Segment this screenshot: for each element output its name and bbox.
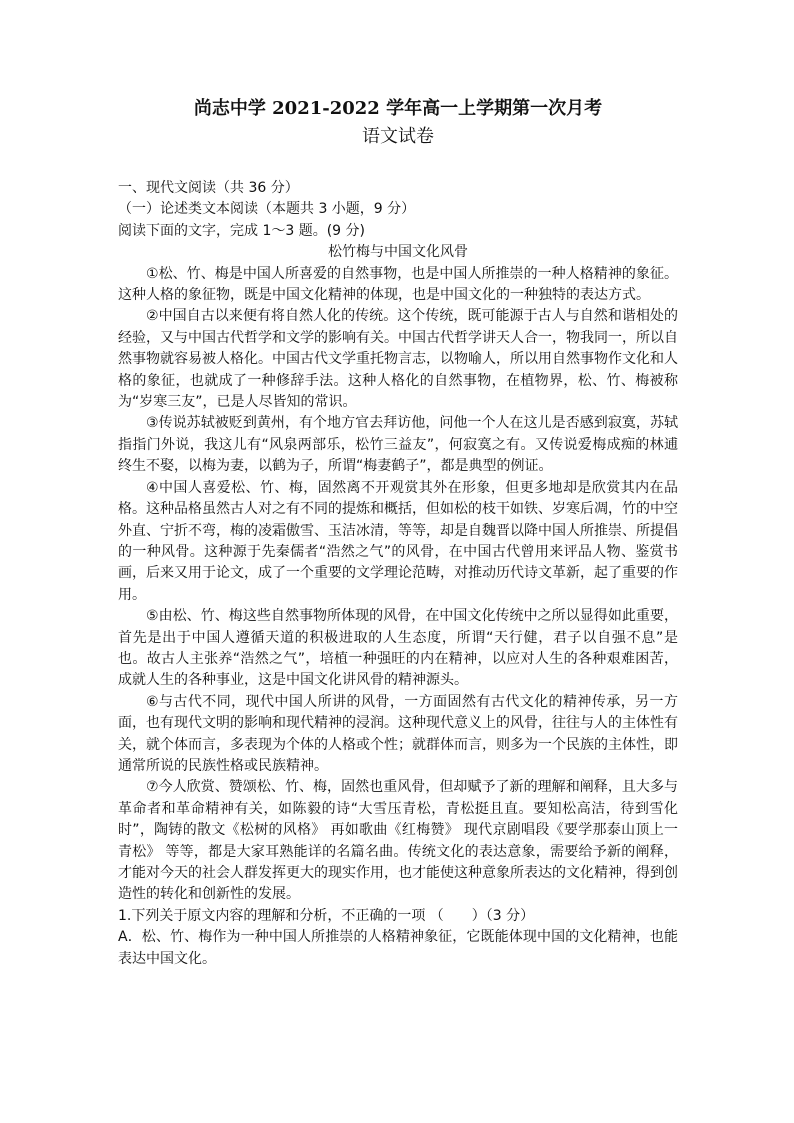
section-subheading: （一）论述类文本阅读（本题共 3 小题，9 分） — [118, 201, 416, 218]
exam-page — [118, 96, 678, 970]
article-paragraph-1: ①松、竹、梅是中国人所喜爱的自然事物，也是中国人所推崇的一种人格精神的象征。这种人格的象征物，既是中国文化精神的体现，也是中国文化的一种独特的表达方式。 — [118, 265, 678, 304]
exam-title: 尚志中学 2021-2022 学年高一上学期第一次月考 — [193, 98, 603, 119]
article-paragraph-6: ⑥与古代不同，现代中国人所讲的风骨，一方面固然有古代文化的精神传承，另一方面，也有现代文明的影响和现代精神的浸润。这种现代意义上的风骨，往往与人的主体性有关，就个体而言，多表现为个体的人格或个性；就群体而言，则多为一个民族的主体性，即通常所说的民族性格或民族精神。 — [118, 693, 678, 774]
exam-subtitle: 语文试卷 — [362, 126, 434, 147]
section-heading: 一、现代文阅读（共 36 分） — [118, 180, 299, 196]
article-paragraph-5: ⑤由松、竹、梅这些自然事物所体现的风骨，在中国文化传统中之所以显得如此重要，首先是出于中国人遵循天道的积极进取的人生态度，所谓“天行健，君子以自强不息”是也。故古人主张养“浩然之气”，培植一种强旺的内在精神，以应对人生的各种艰难困苦，成就人生的各种事业，这是中国文化讲风骨的精神源头。 — [118, 608, 678, 689]
question-1-stem: 1.下列关于原文内容的理解和分析，不正确的一项 （ ）（3 分） — [118, 907, 535, 924]
spacer — [118, 150, 678, 178]
article-paragraph-2: ②中国自古以来便有将自然人化的传统。这个传统，既可能源于古人与自然和谐相处的经验，又与中国古代哲学和文学的影响有关。中国古代哲学讲天人合一，物我同一，所以自然事物就容易被人格化。中国古代文学重托物言志，以物喻人，所以用自然事物作文化和人格的象征，也就成了一种修辞手法。这种人格化的自然事物，在植物界，松、竹、梅被称为“岁寒三友”，已是人尽皆知的常识。 — [118, 308, 678, 411]
article-title: 松竹梅与中国文化风骨 — [328, 244, 468, 261]
article-paragraph-3: ③传说苏轼被贬到黄州，有个地方官去拜访他，问他一个人在这儿是否感到寂寞，苏轼指指门外说，我这儿有“风泉两部乐，松竹三益友”，何寂寞之有。又传说爱梅成痴的林逋终生不娶，以梅为妻，以鹤为子，所谓“梅妻鹤子”，都是典型的例证。 — [118, 415, 678, 475]
question-1-option-a: A．松、竹、梅作为一种中国人所推崇的人格精神象征，它既能体现中国的文化精神，也能表达中国文化。 — [118, 929, 678, 967]
reading-instruction: 阅读下面的文字，完成 1～3 题。(9 分) — [118, 222, 365, 239]
article-paragraph-4: ④中国人喜爱松、竹、梅，固然离不开观赏其外在形象，但更多地却是欣赏其内在品格。这种品格虽然古人对之有不同的提炼和概括，但如松的枝干如铁、岁寒后凋，竹的中空外直、宁折不弯，梅的凌霜傲雪、玉洁冰清，等等，却是自魏晋以降中国人所推崇、所提倡的一种风骨。这种源于先秦儒者“浩然之气”的风骨，在中国古代曾用来评品人物、鉴赏书画，后来又用于论文，成了一个重要的文学理论范畴，对推动历代诗文革新，起了重要的作用。 — [118, 479, 678, 603]
article-paragraph-7: ⑦今人欣赏、赞颂松、竹、梅，固然也重风骨，但却赋予了新的理解和阐释，且大多与革命者和革命精神有关，如陈毅的诗“大雪压青松，青松挺且直。要知松高洁，待到雪化时”，陶铸的散文《松树的风格》 再如歌曲《红梅赞》 现代京剧唱段《要学那泰山顶上一青松》 等等，都是大家耳熟能详的名篇名曲。传统文化的表达意象，需要给予新的阐释，才能对今天的社会人群发挥更大的现实作用，也才能使这种意象所表达的文化精神，得到创造性的转化和创新性的发展。 — [118, 779, 678, 903]
